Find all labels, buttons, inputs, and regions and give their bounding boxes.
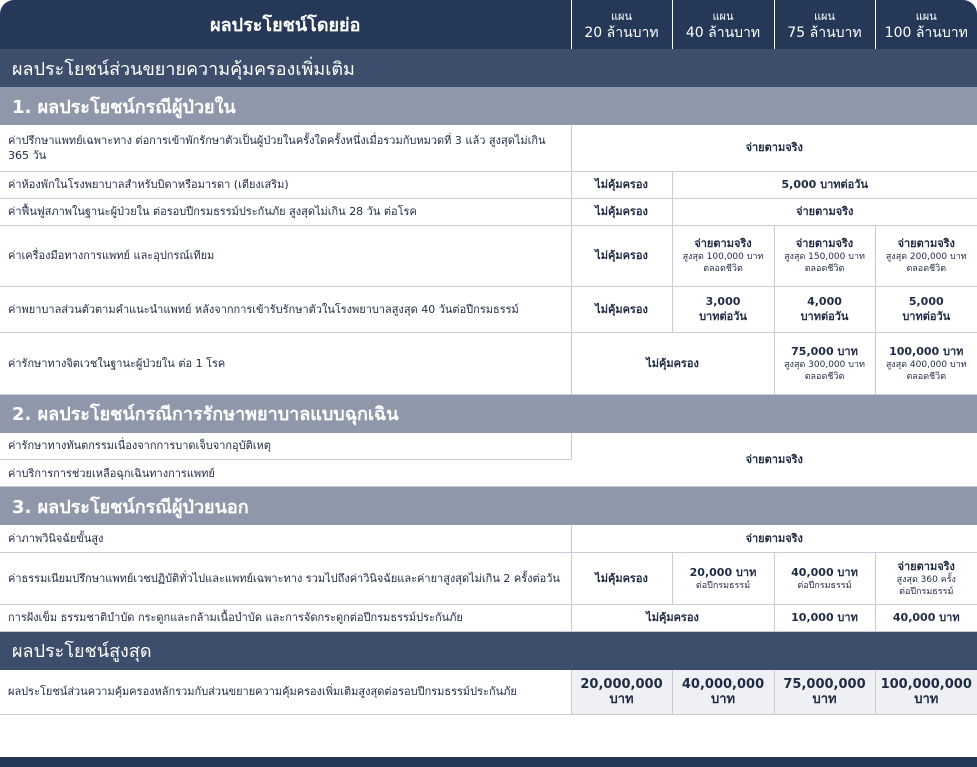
row-value: 75,000 บาท สูงสุด 300,000 บาท ตลอดชีวิต bbox=[774, 332, 875, 394]
section-inpatient-title: 1. ผลประโยชน์กรณีผู้ป่วยใน bbox=[0, 87, 977, 125]
row-value: 20,000 บาท ต่อปีกรมธรรม์ bbox=[672, 552, 774, 604]
row-value: จ่ายตามจริง สูงสุด 150,000 บาท ตลอดชีวิต bbox=[774, 225, 875, 286]
row-label: การฝังเข็ม ธรรมชาติบำบัด กระดูกและกล้ามเนื้อบำบัด และการจัดกระดูกต่อปีกรมธรรม์ประกันภัย bbox=[0, 604, 571, 631]
table-row bbox=[0, 125, 977, 171]
row-value: 40,000 บาท bbox=[875, 604, 977, 631]
table-row bbox=[0, 225, 977, 286]
row-label: ค่าห้องพักในโรงพยาบาลสำหรับบิดาหรือมารดา (เตียงเสริม) bbox=[0, 171, 571, 198]
plan-20m-header: แผน 20 ล้านบาท bbox=[571, 0, 672, 49]
row-label: ค่าเครื่องมือทางการแพทย์ และอุปกรณ์เทียม bbox=[0, 225, 571, 286]
row-value: 5,000 บาทต่อวัน bbox=[875, 286, 977, 332]
row-label: ค่าฟื้นฟูสภาพในฐานะผู้ป่วยใน ต่อรอบปีกรมธรรม์ประกันภัย สูงสุดไม่เกิน 28 วัน ต่อโรค bbox=[0, 198, 571, 225]
section-outpatient-title: 3. ผลประโยชน์กรณีผู้ป่วยนอก bbox=[0, 487, 977, 526]
row-value: ไม่คุ้มครอง bbox=[571, 225, 672, 286]
row-label: ค่าธรรมเนียมปรึกษาแพทย์เวชปฏิบัติทั่วไปและแพทย์เฉพาะทาง รวมไปถึงค่าวินิจฉัยและค่ายาสูงสุดไม่เกิน 2 ครั้งต่อวัน bbox=[0, 552, 571, 604]
row-value: จ่ายตามจริง สูงสุด 360 ครั้ง ต่อปีกรมธรรม์ bbox=[875, 552, 977, 604]
table-row bbox=[0, 332, 977, 394]
table-row bbox=[0, 525, 977, 552]
row-value: ไม่คุ้มครอง bbox=[571, 552, 672, 604]
table-row bbox=[0, 286, 977, 332]
max-benefit-band: ผลประโยชน์สูงสุด bbox=[0, 631, 977, 670]
plan-100m-header: แผน 100 ล้านบาท bbox=[875, 0, 977, 49]
row-value: จ่ายตามจริง bbox=[571, 433, 977, 487]
row-value: 10,000 บาท bbox=[774, 604, 875, 631]
max-value-20m: 20,000,000 บาท bbox=[571, 670, 672, 715]
row-value: ไม่คุ้มครอง bbox=[571, 332, 774, 394]
row-value: 100,000 บาท สูงสุด 400,000 บาท ตลอดชีวิต bbox=[875, 332, 977, 394]
row-label: ค่ารักษาทางทันตกรรมเนื่องจากการบาดเจ็บจากอุบัติเหตุ bbox=[0, 433, 571, 460]
table-row bbox=[0, 171, 977, 198]
max-value-100m: 100,000,000 บาท bbox=[875, 670, 977, 715]
row-value: 4,000 บาทต่อวัน bbox=[774, 286, 875, 332]
section-emergency-title: 2. ผลประโยชน์กรณีการรักษาพยาบาลแบบฉุกเฉิน bbox=[0, 394, 977, 433]
row-value: ไม่คุ้มครอง bbox=[571, 171, 672, 198]
row-label: ค่ารักษาทางจิตเวชในฐานะผู้ป่วยใน ต่อ 1 โรค bbox=[0, 332, 571, 394]
max-value-75m: 75,000,000 บาท bbox=[774, 670, 875, 715]
row-value: ไม่คุ้มครอง bbox=[571, 198, 672, 225]
max-value-40m: 40,000,000 บาท bbox=[672, 670, 774, 715]
footer-bar bbox=[0, 757, 977, 767]
table-row bbox=[0, 433, 977, 460]
row-value: จ่ายตามจริง bbox=[571, 125, 977, 171]
header-title: ผลประโยชน์โดยย่อ bbox=[0, 0, 571, 49]
row-value: ไม่คุ้มครอง bbox=[571, 604, 774, 631]
row-label: ค่าภาพวินิจฉัยขั้นสูง bbox=[0, 525, 571, 552]
table-row bbox=[0, 670, 977, 715]
row-label: ค่าบริการการช่วยเหลือฉุกเฉินทางการแพทย์ bbox=[0, 460, 571, 487]
row-value: จ่ายตามจริง สูงสุด 100,000 บาท ตลอดชีวิต bbox=[672, 225, 774, 286]
extra-coverage-band: ผลประโยชน์ส่วนขยายความคุ้มครองเพิ่มเติม bbox=[0, 49, 977, 87]
row-value: จ่ายตามจริง bbox=[672, 198, 977, 225]
row-value: ไม่คุ้มครอง bbox=[571, 286, 672, 332]
row-value: จ่ายตามจริง สูงสุด 200,000 บาท ตลอดชีวิต bbox=[875, 225, 977, 286]
table-header bbox=[0, 0, 977, 49]
row-value: จ่ายตามจริง bbox=[571, 525, 977, 552]
row-label: ผลประโยชน์ส่วนความคุ้มครองหลักรวมกับส่วนขยายความคุ้มครองเพิ่มเติมสูงสุดต่อรอบปีกรมธรรม์ประกันภัย bbox=[0, 670, 571, 715]
row-label: ค่าปรึกษาแพทย์เฉพาะทาง ต่อการเข้าพักรักษาตัวเป็นผู้ป่วยในครั้งใดครั้งหนึ่งเมื่อรวมกับหมวดที่ 3 แล้ว สูงสุดไม่เกิน 365 วัน bbox=[0, 125, 571, 171]
table-row bbox=[0, 552, 977, 604]
row-value: 5,000 บาทต่อวัน bbox=[672, 171, 977, 198]
plan-75m-header: แผน 75 ล้านบาท bbox=[774, 0, 875, 49]
table-row bbox=[0, 198, 977, 225]
row-value: 40,000 บาท ต่อปีกรมธรรม์ bbox=[774, 552, 875, 604]
plan-40m-header: แผน 40 ล้านบาท bbox=[672, 0, 774, 49]
row-value: 3,000 บาทต่อวัน bbox=[672, 286, 774, 332]
row-label: ค่าพยาบาลส่วนตัวตามคำแนะนำแพทย์ หลังจากการเข้ารับรักษาตัวในโรงพยาบาลสูงสุด 40 วันต่อปีกรมธรรม์ bbox=[0, 286, 571, 332]
table-row bbox=[0, 604, 977, 631]
